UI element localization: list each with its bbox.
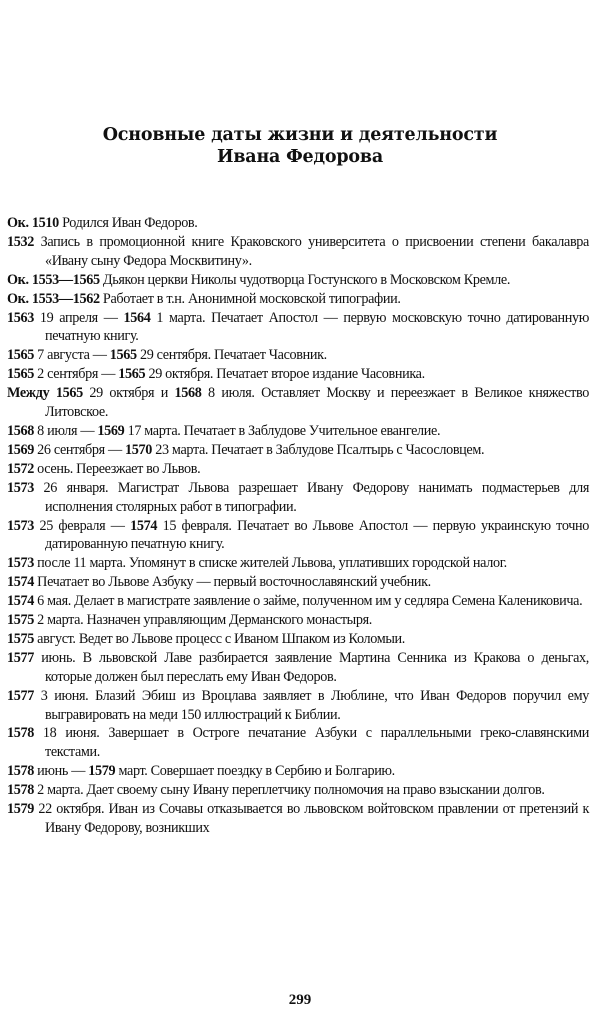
entry-text: 17 марта. Печатает в Заблудове Учительное евангелие. — [124, 422, 441, 439]
entry-text: июнь. В львовской Лаве разбирается заявление Мартина Сенника из Кракова о деньгах, которые должен был переслать ему Иван Федоров. — [33, 649, 589, 685]
entry-text: 2 марта. Дает своему сыну Ивану переплетчику полномочия на право взыскании долгов. — [33, 782, 545, 799]
chronology-entry — [7, 422, 589, 441]
entry-text: 22 октября. Иван из Сочавы отказывается во львовском войтовском правлении от претензий к Ивану Федорову, возникших — [33, 801, 589, 836]
entry-date: 1577 — [7, 649, 34, 666]
entry-text: июнь — — [33, 763, 89, 780]
chronology-entry — [7, 384, 589, 422]
entry-text: 2 сентября — — [33, 366, 119, 383]
entry-text: август. Ведет во Львове процесс с Иваном Шпаком из Коломыи. — [33, 630, 405, 647]
entry-date: 1570 — [125, 441, 153, 458]
entry-text: 26 сентября — — [33, 441, 126, 458]
title-line-1: Основные даты жизни и деятельности — [102, 125, 498, 145]
chronology-entry — [7, 309, 589, 347]
entry-text: 15 февраля. Печатает во Львове Апостол — первую украинскую точно датированную печатную книгу. — [45, 517, 589, 553]
entry-text: 2 марта. Назначен управляющим Дерманского монастыря. — [33, 612, 372, 629]
chronology-entry — [7, 346, 589, 365]
entry-text: Дьякон церкви Николы чудотворца Гостунского в Московском Кремле. — [99, 271, 511, 288]
entry-text: Запись в промоционной книге Краковского университета о присвоении степени бакалавра «Ивану сыну Федора Москвитину». — [33, 233, 589, 269]
entry-date: 1578 — [7, 763, 34, 780]
entry-text: 8 июля. Оставляет Москву и переезжает в Великое княжество Литовское. — [45, 385, 590, 421]
entry-date: 1575 — [7, 612, 34, 629]
chronology-entry — [7, 233, 589, 271]
chronology-entry — [7, 554, 589, 573]
chronology-entry — [7, 611, 589, 630]
page-title — [0, 124, 600, 168]
entry-date: 1568 — [174, 385, 202, 402]
entry-text: Печатает во Львове Азбуку — первый восточнославянский учебник. — [33, 574, 431, 591]
entry-text: 3 июня. Блазий Эбиш из Вроцлава заявляет в Люблине, что Иван Федоров поручил ему выгравировать на меди 150 иллюстраций к Библии. — [33, 687, 589, 723]
entry-text: Родился Иван Федоров. — [58, 215, 198, 231]
entry-date: 1574 — [7, 593, 34, 610]
chronology-entry — [7, 290, 589, 309]
entry-text: 19 апреля — — [33, 309, 124, 326]
entry-date: 1572 — [7, 460, 34, 477]
chronology-entry — [7, 687, 589, 725]
entry-date: 1577 — [7, 687, 34, 704]
title-line-2: Ивана Федорова — [217, 147, 383, 167]
chronology-entry — [7, 592, 589, 611]
entry-text: 29 октября. Печатает второе издание Часовника. — [145, 366, 425, 383]
entry-date: 1574 — [7, 574, 34, 591]
entry-date: 1574 — [130, 517, 158, 534]
chronology-entry — [7, 649, 589, 687]
entry-date: 1532 — [7, 233, 34, 250]
entry-date: 1573 — [7, 517, 34, 534]
entry-text: 18 июня. Завершает в Остроге печатание Азбуки с параллельными греко-славянскими текстами. — [33, 725, 589, 761]
entry-date: 1569 — [97, 422, 125, 439]
entry-date: 1579 — [7, 801, 34, 818]
entry-text: 6 мая. Делает в магистрате заявление о займе, полученном им у седляра Семена Калениковича. — [33, 593, 583, 610]
page-number: 299 — [288, 992, 312, 1008]
entry-text: после 11 марта. Упомянут в списке жителей Львова, уплативших городской налог. — [33, 555, 507, 572]
entry-date: Ок. 1553—1562 — [7, 290, 100, 307]
entry-date: 1573 — [7, 555, 34, 572]
entry-date: 1563 — [7, 309, 34, 326]
chronology-entry — [7, 781, 589, 800]
chronology-entry — [7, 214, 589, 233]
chronology-list — [7, 214, 589, 838]
entry-date: 1573 — [7, 479, 34, 496]
entry-date: 1575 — [7, 630, 34, 647]
chronology-entry — [7, 630, 589, 649]
chronology-entry — [7, 271, 589, 290]
entry-date: 1578 — [7, 725, 34, 742]
chronology-entry — [7, 517, 589, 555]
entry-text: осень. Переезжает во Львов. — [33, 460, 201, 477]
entry-text: 29 сентября. Печатает Часовник. — [136, 347, 327, 364]
entry-text: 25 февраля — — [33, 517, 131, 534]
entry-text: 7 августа — — [33, 347, 110, 364]
entry-date: 1578 — [7, 782, 34, 799]
entry-date: Ок. 1510 — [7, 215, 59, 231]
entry-date: 1564 — [123, 309, 151, 326]
entry-text: 26 января. Магистрат Львова разрешает Ивану Федорову нанимать подмастерьев для исполнения столярных работ в типографии. — [33, 479, 589, 515]
entry-date: 1565 — [109, 347, 137, 364]
chronology-entry — [7, 479, 589, 517]
entry-date: 1568 — [7, 422, 34, 439]
entry-date: Ок. 1553—1565 — [7, 271, 100, 288]
entry-date: 1569 — [7, 441, 34, 458]
entry-date: Между 1565 — [7, 385, 83, 402]
entry-date: 1565 — [118, 366, 146, 383]
chronology-entry — [7, 441, 589, 460]
entry-text: 8 июля — — [33, 422, 98, 439]
entry-date: 1579 — [88, 763, 116, 780]
entry-text: 1 марта. Печатает Апостол — первую московскую точно датированную печатную книгу. — [45, 309, 589, 345]
entry-text: март. Совершает поездку в Сербию и Болгарию. — [115, 763, 395, 780]
entry-text: Работает в т.н. Анонимной московской типографии. — [99, 290, 401, 307]
entry-text: 29 октября и — [82, 385, 175, 402]
chronology-entry — [7, 724, 589, 762]
chronology-entry — [7, 800, 589, 838]
chronology-entry — [7, 460, 589, 479]
entry-date: 1565 — [7, 347, 34, 364]
entry-date: 1565 — [7, 366, 34, 383]
chronology-entry — [7, 762, 589, 781]
entry-text: 23 марта. Печатает в Заблудове Псалтырь с Часословцем. — [152, 441, 485, 458]
chronology-entry — [7, 365, 589, 384]
chronology-entry — [7, 573, 589, 592]
